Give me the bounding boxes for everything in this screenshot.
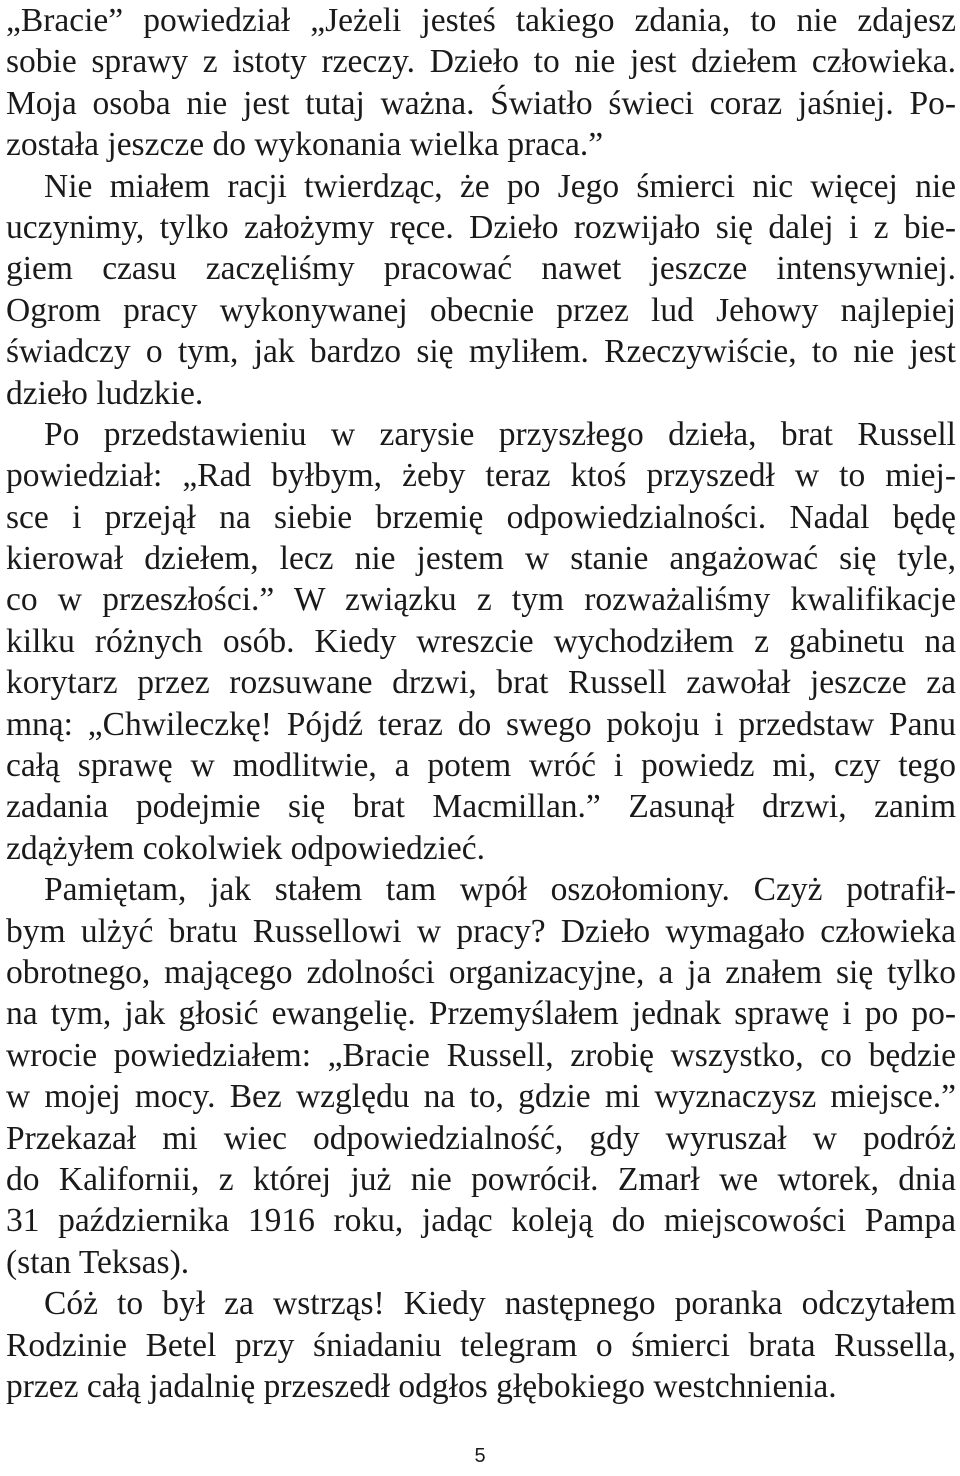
- text-line: została jeszcze do wykonania wielka praca.”: [6, 126, 604, 164]
- text-line: zadania podejmie się brat Macmillan.” Zasunął drzwi, zanim: [6, 788, 956, 826]
- text-line: co w przeszłości.” W związku z tym rozważaliśmy kwalifikacje: [6, 581, 956, 619]
- text-line: w mojej mocy. Bez względu na to, gdzie mi wyznaczysz miejsce.”: [6, 1078, 956, 1116]
- text-line: bym ulżyć bratu Russellowi w pracy? Dzieło wymagało człowieka: [6, 912, 956, 950]
- text-line: korytarz przez rozsuwane drzwi, brat Russell zawołał jeszcze za: [6, 664, 956, 702]
- text-line: Rodzinie Betel przy śniadaniu telegram o śmierci brata Russella,: [6, 1326, 956, 1364]
- text-line: powiedział: „Rad byłbym, żeby teraz ktoś przyszedł w to miej-: [6, 457, 956, 495]
- text-line: sobie sprawy z istoty rzeczy. Dzieło to nie jest dziełem człowieka.: [6, 43, 956, 81]
- text-line: obrotnego, mającego zdolności organizacyjne, a ja znałem się tylko: [6, 953, 956, 991]
- text-line: dzieło ludzkie.: [6, 374, 204, 412]
- page-number: 5: [474, 1445, 486, 1467]
- page-body: [6, 0, 956, 1407]
- text-line: do Kalifornii, z której już nie powrócił. Zmarł we wtorek, dnia: [6, 1160, 956, 1198]
- text-line: Ogrom pracy wykonywanej obecnie przez lud Jehowy najlepiej: [6, 291, 956, 329]
- text-line: mną: „Chwileczkę! Pójdź teraz do swego pokoju i przedstaw Panu: [6, 705, 956, 743]
- text-line: wrocie powiedziałem: „Bracie Russell, zrobię wszystko, co będzie: [6, 1036, 956, 1074]
- paragraph-first-line: Pamiętam, jak stałem tam wpół oszołomiony. Czyż potrafił-: [44, 871, 956, 909]
- paragraph-first-line: Po przedstawieniu w zarysie przyszłego dzieła, brat Russell: [44, 415, 956, 453]
- text-line: przez całą jadalnię przeszedł odgłos głębokiego westchnienia.: [6, 1367, 837, 1405]
- paragraph-first-line: Nie miałem racji twierdząc, że po Jego śmierci nic więcej nie: [44, 167, 956, 205]
- text-line: świadczy o tym, jak bardzo się myliłem. Rzeczywiście, to nie jest: [6, 333, 956, 371]
- text-line: (stan Teksas).: [6, 1243, 190, 1281]
- text-line: uczynimy, tylko założymy ręce. Dzieło rozwijało się dalej i z bie-: [6, 208, 956, 246]
- text-line: kilku różnych osób. Kiedy wreszcie wychodziłem z gabinetu na: [6, 622, 956, 660]
- text-line: na tym, jak głosić ewangelię. Przemyślałem jednak sprawę i po po-: [6, 995, 956, 1033]
- text-line: Moja osoba nie jest tutaj ważna. Światło świeci coraz jaśniej. Po-: [6, 84, 956, 122]
- text-line: zdążyłem cokolwiek odpowiedzieć.: [6, 829, 486, 867]
- text-line: giem czasu zaczęliśmy pracować nawet jeszcze intensywniej.: [6, 250, 956, 288]
- text-line: Przekazał mi wiec odpowiedzialność, gdy wyruszał w podróż: [6, 1119, 956, 1157]
- paragraph-first-line: Cóż to był za wstrząs! Kiedy następnego poranka odczytałem: [44, 1285, 956, 1323]
- text-line: 31 października 1916 roku, jadąc koleją do miejscowości Pampa: [6, 1202, 956, 1240]
- text-line: „Bracie” powiedział „Jeżeli jesteś takiego zdania, to nie zdajesz: [6, 2, 956, 39]
- text-line: całą sprawę w modlitwie, a potem wróć i powiedz mi, czy tego: [6, 747, 956, 785]
- text-line: kierował dziełem, lecz nie jestem w stanie angażować się tyle,: [6, 540, 956, 578]
- text-line: sce i przejął na siebie brzemię odpowiedzialności. Nadal będę: [6, 498, 956, 536]
